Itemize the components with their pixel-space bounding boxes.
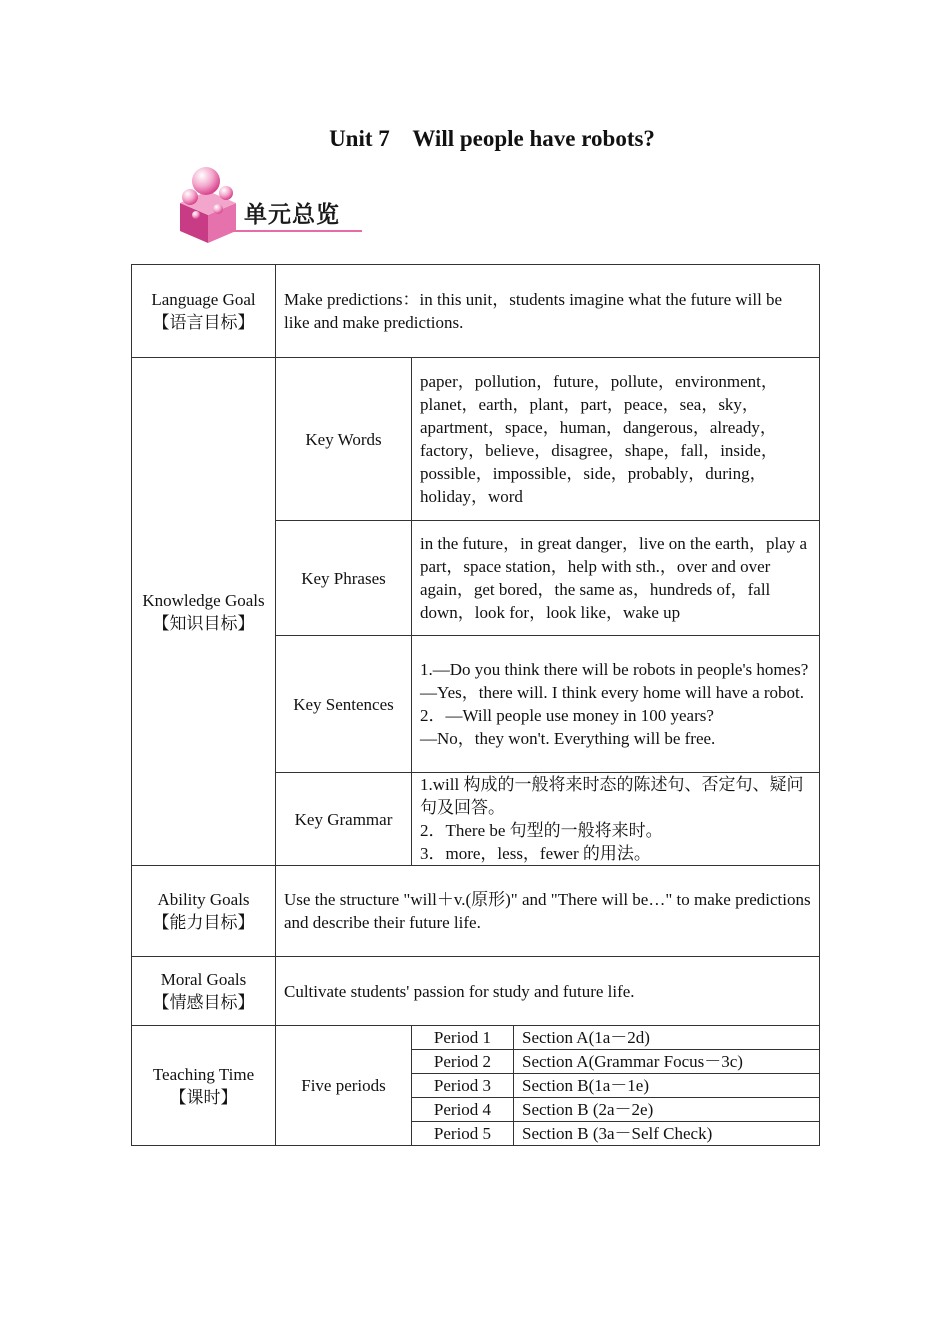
key-words-label: Key Words	[276, 358, 412, 521]
key-phrases-label: Key Phrases	[276, 521, 412, 636]
banner-title: 单元总览	[244, 202, 340, 228]
key-grammar-line: 2．There be 句型的一般将来时。	[420, 821, 663, 840]
key-sentences-content	[412, 636, 820, 773]
key-phrases-content: in the future，in great danger，live on the earth，play a part，space station，help with sth.，over and over again，get bored，the same as，hundreds of，fall down，look for，look like，wake up	[412, 521, 820, 636]
language-goal-content: Make predictions：in this unit，students imagine what the future will be like and make predictions.	[276, 265, 820, 358]
teaching-time-summary: Five periods	[276, 1026, 412, 1146]
language-goal-row	[132, 265, 820, 358]
key-sentence-line: —Yes，there will. I think every home will have a robot.	[420, 683, 805, 702]
key-sentences-label: Key Sentences	[276, 636, 412, 773]
moral-goals-content: Cultivate students' passion for study and future life.	[276, 957, 820, 1026]
period-label: Period 4	[412, 1098, 514, 1122]
ability-goals-content: Use the structure "will＋v.(原形)" and "There will be…" to make predictions and describe their future life.	[276, 866, 820, 957]
period-label: Period 3	[412, 1074, 514, 1098]
period-section: Section A(1a－2d)	[514, 1026, 820, 1050]
page-title: Unit 7 Will people have robots?	[329, 126, 655, 151]
key-sentence-line: 2．—Will people use money in 100 years?	[420, 706, 714, 725]
unit-overview-banner	[172, 163, 364, 245]
ability-goals-row	[132, 866, 820, 957]
period-label: Period 5	[412, 1122, 514, 1146]
banner-underline	[230, 230, 362, 232]
moral-goals-label: Moral Goals 【情感目标】	[132, 957, 276, 1026]
key-grammar-line: 1.will 构成的一般将来时态的陈述句、否定句、疑问句及回答。	[420, 775, 804, 817]
period-section: Section B(1a－1e)	[514, 1074, 820, 1098]
key-grammar-line: 3．more，less，fewer 的用法。	[420, 844, 651, 863]
key-sentence-line: —No，they won't. Everything will be free.	[420, 729, 716, 748]
period-section: Section B (2a－2e)	[514, 1098, 820, 1122]
key-grammar-content	[412, 773, 820, 866]
key-words-row	[132, 358, 820, 521]
period-section: Section B (3a－Self Check)	[514, 1122, 820, 1146]
period-section: Section A(Grammar Focus－3c)	[514, 1050, 820, 1074]
period-row	[132, 1026, 820, 1050]
period-label: Period 1	[412, 1026, 514, 1050]
moral-goals-row	[132, 957, 820, 1026]
teaching-time-label: Teaching Time 【课时】	[132, 1026, 276, 1146]
period-label: Period 2	[412, 1050, 514, 1074]
language-goal-label: Language Goal 【语言目标】	[132, 265, 276, 358]
key-sentence-line: 1.—Do you think there will be robots in people's homes?	[420, 660, 809, 679]
knowledge-goals-label: Knowledge Goals 【知识目标】	[132, 358, 276, 866]
ability-goals-label: Ability Goals 【能力目标】	[132, 866, 276, 957]
key-grammar-label: Key Grammar	[276, 773, 412, 866]
key-words-content: paper，pollution，future，pollute，environment，planet，earth，plant，part，peace，sea，sky，apartment，space，human，dangerous，already，factory，believe，disagree，shape，fall，inside，possible，impossible，side，probably，during，holiday，word	[412, 358, 820, 521]
unit-overview-table	[131, 264, 820, 1146]
